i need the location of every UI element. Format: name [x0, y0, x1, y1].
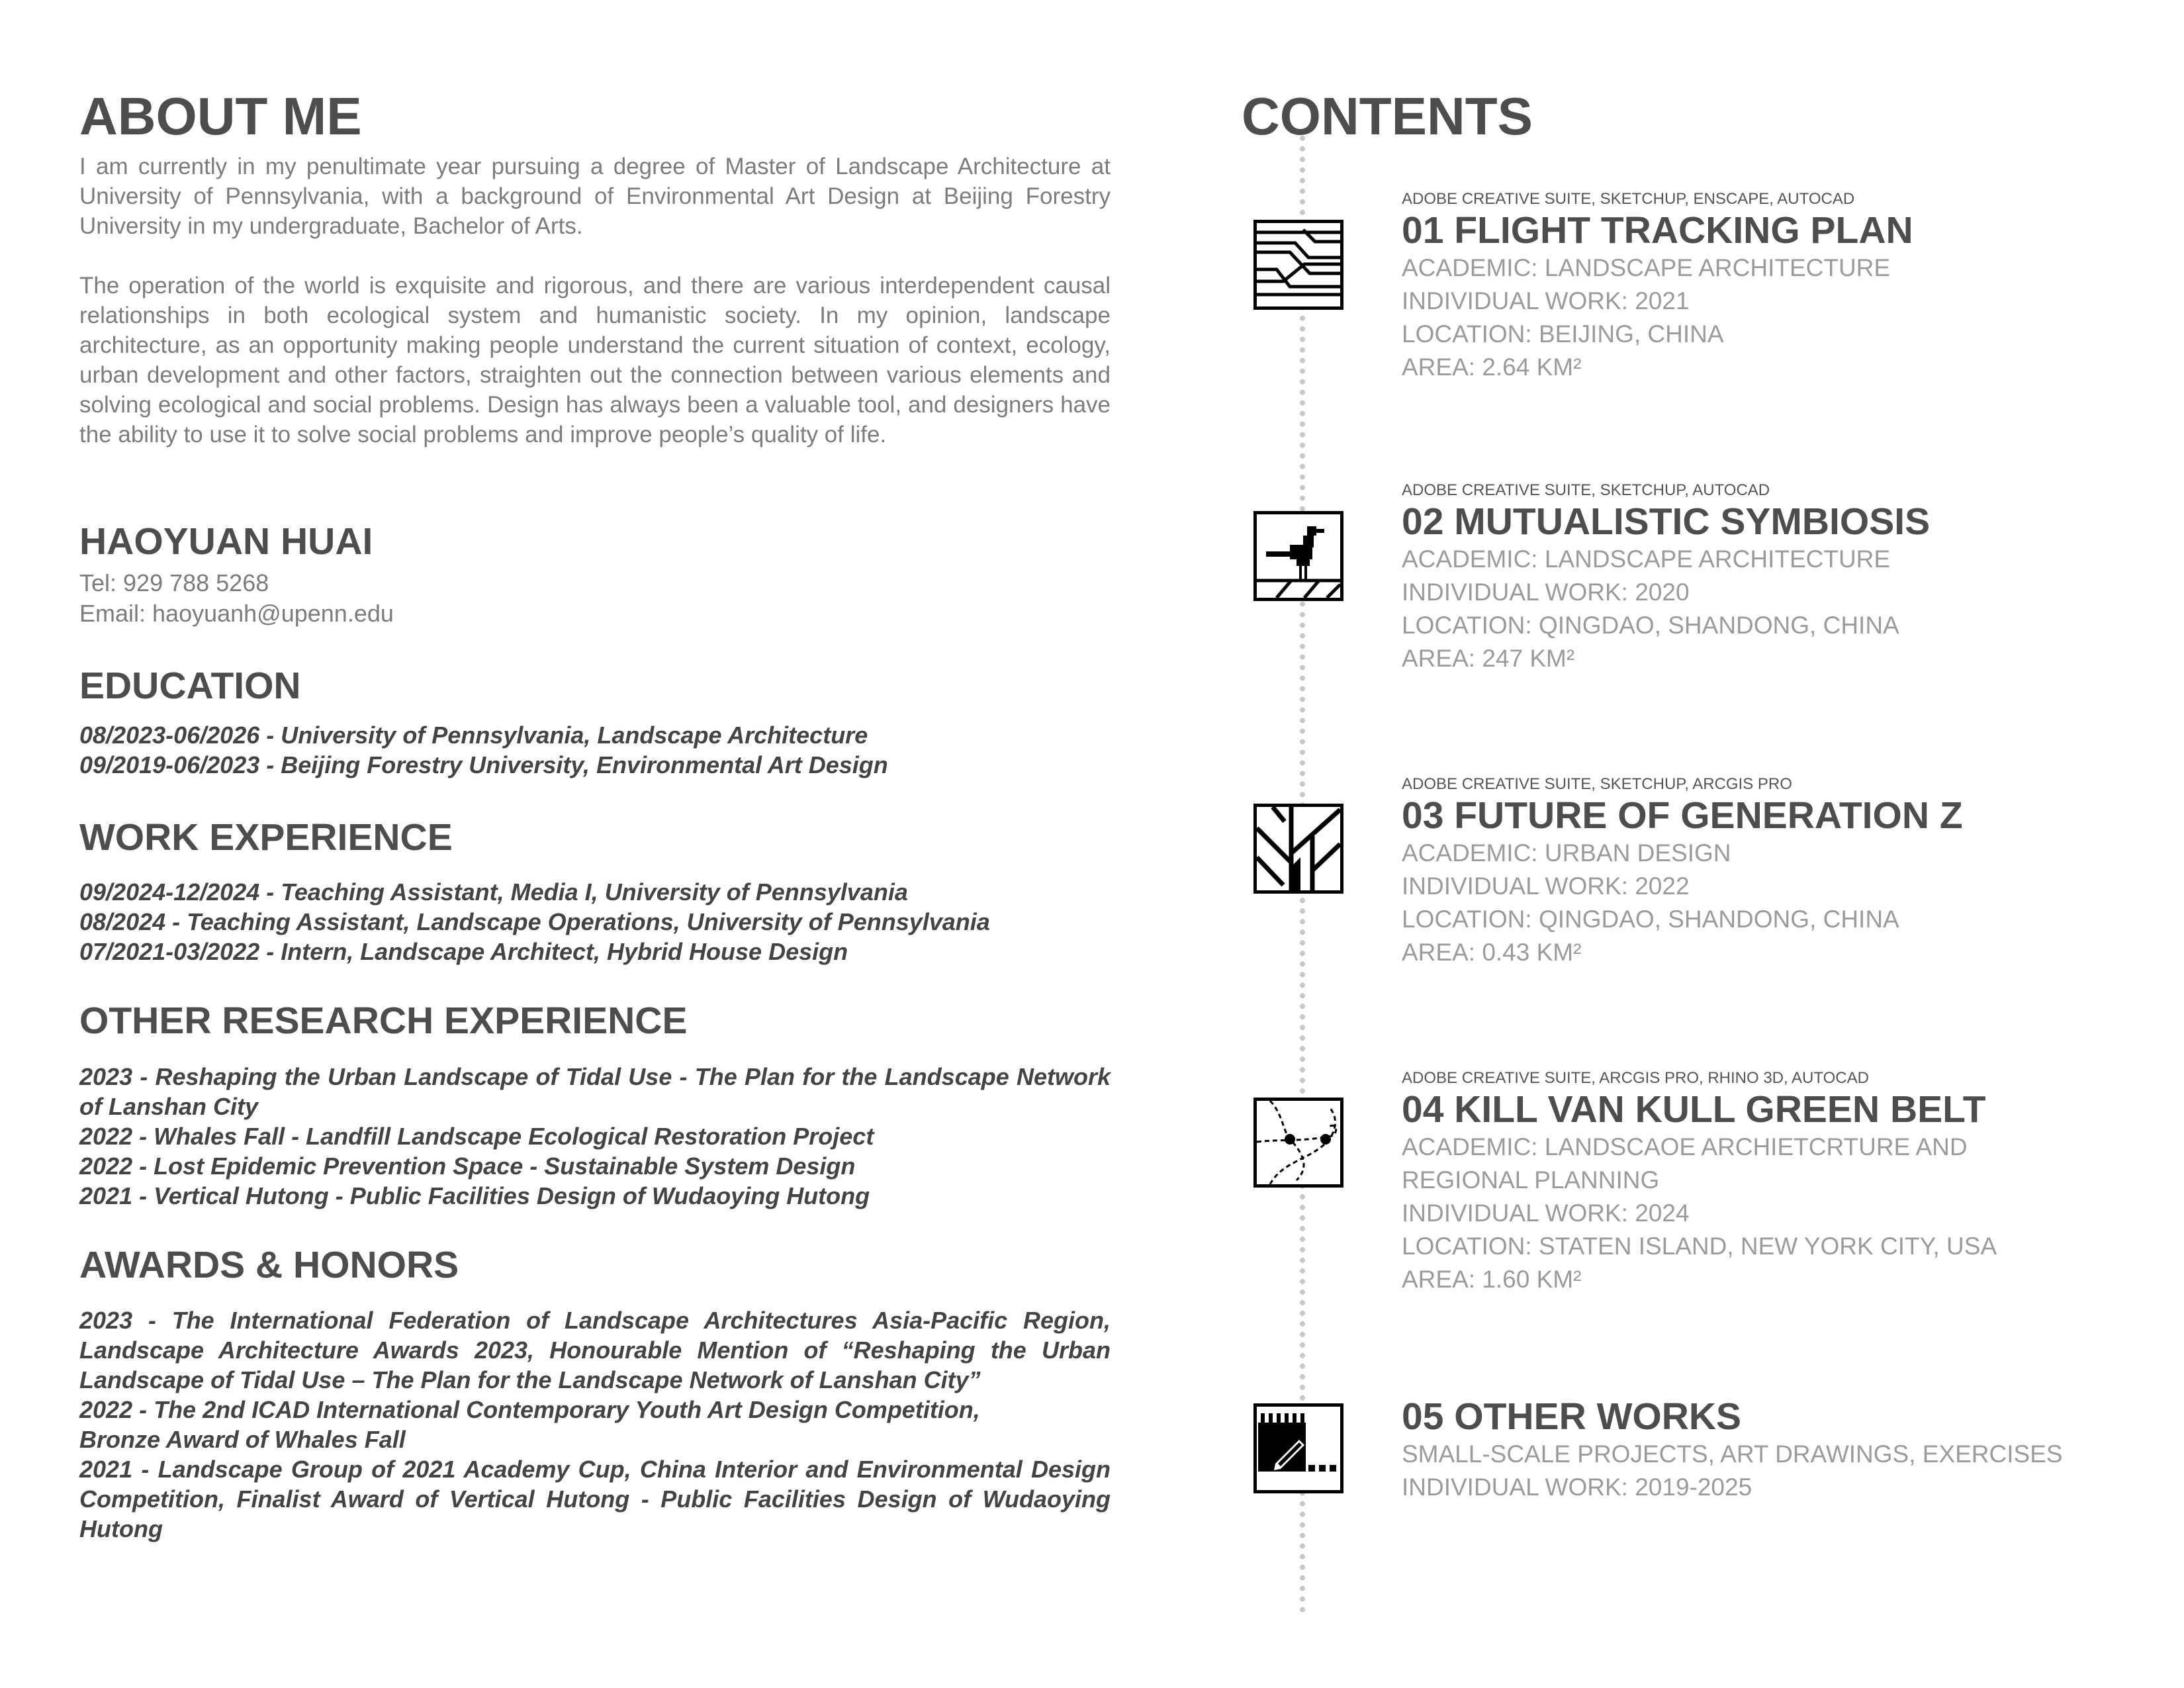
award-item: 2023 - The International Federation of Landscape Architectures Asia-Pacific Region, Landscape Architecture Awards 2023, Honourable Mention of “Reshaping the Urban Landscape of Tidal Use – The Plan for the Landscape Network of Lanshan City”	[79, 1307, 1111, 1393]
project-area: AREA: 1.60 KM²	[1402, 1266, 1582, 1293]
about-paragraph-2: The operation of the world is exquisite and rigorous, and there are various interdependent causal relationships in both ecological system and humanistic society. In my opinion, landscape architecture, as an opportunity making people understand the current situation of context, ecology, urban development and other factors, straighten out the connection between various elements and solving ecological and social problems. Design has always been a valuable tool, and designers have the ability to use it to solve social problems and improve people’s quality of life.	[79, 273, 1111, 447]
project-title[interactable]: 03 FUTURE OF GENERATION Z	[1402, 794, 1963, 837]
research-item: 2021 - Vertical Hutong - Public Facilities Design of Wudaoying Hutong	[79, 1182, 870, 1209]
about-paragraph-1: I am currently in my penultimate year pursuing a degree of Master of Landscape Architecture at University of Pennsylvania, with a background of Environmental Art Design at Beijing Forestry University in my undergraduate, Bachelor of Arts.	[79, 154, 1111, 239]
project-location: LOCATION: BEIJING, CHINA	[1402, 320, 1724, 348]
project-work-year: INDIVIDUAL WORK: 2019-2025	[1402, 1474, 1752, 1501]
project-academic: ACADEMIC: LANDSCAPE ARCHITECTURE	[1402, 254, 1891, 281]
education-item: 09/2019-06/2023 - Beijing Forestry University, Environmental Art Design	[79, 751, 888, 778]
flight-path-icon	[1253, 220, 1343, 310]
project-work-year: INDIVIDUAL WORK: 2022	[1402, 872, 1690, 900]
research-item: 2023 - Reshaping the Urban Landscape of Tidal Use - The Plan for the Landscape Network of Lanshan City	[79, 1063, 1111, 1120]
tree-branch-icon	[1253, 804, 1343, 894]
project-tools: ADOBE CREATIVE SUITE, SKETCHUP, AUTOCAD	[1402, 481, 1770, 499]
project-tools: ADOBE CREATIVE SUITE, SKETCHUP, ENSCAPE, AUTOCAD	[1402, 190, 1855, 208]
contents-heading: CONTENTS	[1242, 87, 1533, 146]
project-work-year: INDIVIDUAL WORK: 2020	[1402, 579, 1690, 606]
project-location: LOCATION: STATEN ISLAND, NEW YORK CITY, USA	[1402, 1233, 1997, 1260]
project-work-year: INDIVIDUAL WORK: 2021	[1402, 287, 1690, 314]
project-01[interactable]	[1402, 189, 2143, 384]
awards-list	[79, 1305, 1111, 1544]
project-location: LOCATION: QINGDAO, SHANDONG, CHINA	[1402, 612, 1899, 639]
work-item: 08/2024 - Teaching Assistant, Landscape Operations, University of Pennsylvania	[79, 908, 990, 935]
phone-number: Tel: 929 788 5268	[79, 569, 269, 596]
project-04[interactable]	[1402, 1068, 2143, 1296]
research-item: 2022 - Lost Epidemic Prevention Space - Sustainable System Design	[79, 1152, 856, 1180]
project-area: AREA: 0.43 KM²	[1402, 939, 1582, 966]
project-academic: ACADEMIC: LANDSCAOE ARCHIETCRTURE AND	[1402, 1133, 1968, 1160]
project-area: AREA: 2.64 KM²	[1402, 353, 1582, 381]
name-heading: HAOYUAN HUAI	[79, 520, 373, 563]
bird-icon	[1253, 511, 1343, 601]
work-experience-heading: WORK EXPERIENCE	[79, 816, 453, 859]
project-tools: ADOBE CREATIVE SUITE, SKETCHUP, ARCGIS PRO	[1402, 775, 1792, 793]
project-title[interactable]: 02 MUTUALISTIC SYMBIOSIS	[1402, 500, 1931, 543]
work-experience-list	[79, 877, 1112, 966]
notepad-pencil-icon	[1253, 1403, 1343, 1493]
dotted-path-icon	[1253, 1098, 1343, 1188]
project-title[interactable]: 04 KILL VAN KULL GREEN BELT	[1402, 1088, 1986, 1131]
research-list	[79, 1062, 1111, 1211]
project-academic: ACADEMIC: URBAN DESIGN	[1402, 839, 1731, 867]
awards-heading: AWARDS & HONORS	[79, 1244, 459, 1286]
project-academic-continued: REGIONAL PLANNING	[1402, 1166, 1660, 1194]
project-03[interactable]	[1402, 774, 2143, 969]
project-location: LOCATION: QINGDAO, SHANDONG, CHINA	[1402, 906, 1899, 933]
project-02[interactable]	[1402, 481, 2143, 675]
project-title[interactable]: 01 FLIGHT TRACKING PLAN	[1402, 209, 1913, 252]
project-tools: ADOBE CREATIVE SUITE, ARCGIS PRO, RHINO 3D, AUTOCAD	[1402, 1069, 1869, 1087]
project-area: AREA: 247 KM²	[1402, 645, 1575, 672]
project-academic: ACADEMIC: LANDSCAPE ARCHITECTURE	[1402, 545, 1891, 573]
work-item: 09/2024-12/2024 - Teaching Assistant, Media I, University of Pennsylvania	[79, 878, 908, 906]
email-address: Email: haoyuanh@upenn.edu	[79, 600, 394, 627]
education-item: 08/2023-06/2026 - University of Pennsylvania, Landscape Architecture	[79, 722, 868, 749]
research-item: 2022 - Whales Fall - Landfill Landscape Ecological Restoration Project	[79, 1123, 874, 1150]
research-heading: OTHER RESEARCH EXPERIENCE	[79, 1000, 688, 1042]
education-list	[79, 720, 1112, 780]
project-05[interactable]	[1402, 1395, 2143, 1504]
award-item: 2022 - The 2nd ICAD International Contemporary Youth Art Design Competition, Bronze Award of Whales Fall	[79, 1396, 980, 1453]
project-description: SMALL-SCALE PROJECTS, ART DRAWINGS, EXERCISES	[1402, 1440, 2063, 1468]
about-heading: ABOUT ME	[79, 87, 362, 146]
education-heading: EDUCATION	[79, 665, 301, 707]
award-item: 2021 - Landscape Group of 2021 Academy Cup, China Interior and Environmental Design Competition, Finalist Award of Vertical Hutong - Public Facilities Design of Wudaoying Hutong	[79, 1456, 1111, 1542]
project-title[interactable]: 05 OTHER WORKS	[1402, 1395, 1742, 1438]
work-item: 07/2021-03/2022 - Intern, Landscape Architect, Hybrid House Design	[79, 938, 848, 965]
project-work-year: INDIVIDUAL WORK: 2024	[1402, 1199, 1690, 1227]
